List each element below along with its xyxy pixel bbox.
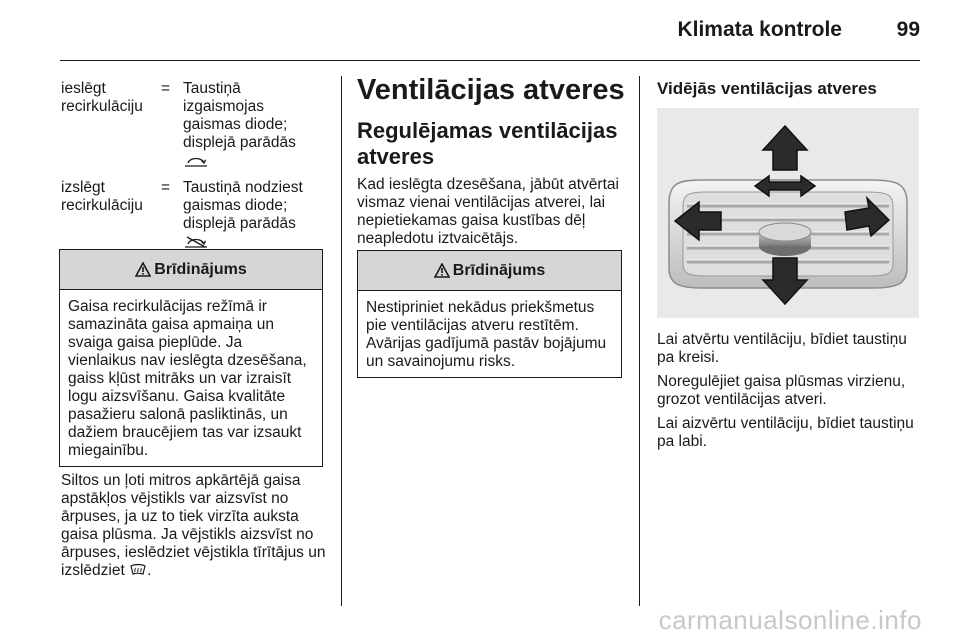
recirculation-icon [183, 155, 209, 167]
watermark: carmanualsonline.info [658, 605, 922, 635]
warning-text: Gaisa recirkulācijas režīmā ir samazināta gaisa apmaiņa un svaiga gaisa pieplūde. Ja vienlaikus nav ieslēgta dzesēšana, gaiss kļūst mitrāks un var izraisīt logu aizsvīšanu. Gaisa kvalitāte pasažieru salonā pasliktinās, un dažiem braucējiem tas var izsaukt miegainību. [68, 298, 307, 459]
warning-text: Nestipriniet nekādus priekšmetus pie ventilācijas atveru restītēm. Avārijas gadījumā pastāv bojājumu un savainojumu risks. [366, 299, 607, 370]
page-number: 99 [896, 18, 920, 41]
intro-paragraph: Kad ieslēgta dzesēšana, jābūt atvērtai vismaz vienai ventilācijas atverei, lai nepietiekamas gaisa kustības dēļ neapledotu iztvaicētājs. [357, 176, 619, 247]
definition-term: ieslēgt recirkulāciju [61, 80, 143, 115]
definition-text: Taustiņā izgaismojas gaismas diode; displejā parādās [183, 80, 296, 151]
paragraph-end: . [147, 562, 152, 579]
air-vent-diagram [657, 108, 919, 318]
definition-text: Taustiņā nodziest gaismas diode; displejā parādās [183, 179, 303, 232]
instruction-paragraph: Noregulējiet gaisa plūsmas virzienu, grozot ventilācijas atveri. [657, 373, 906, 408]
warning-header [358, 251, 621, 291]
body-paragraph [61, 472, 329, 580]
warning-box [357, 250, 622, 378]
warning-triangle-icon [135, 262, 151, 277]
warning-title: Brīdinājums [154, 260, 247, 278]
column-divider [341, 76, 342, 606]
instruction-paragraph: Lai atvērtu ventilāciju, bīdiet taustiņu pa kreisi. [657, 331, 907, 366]
recirculation-off-icon [183, 236, 209, 248]
definition-row [61, 179, 323, 248]
definition-description [183, 179, 323, 248]
paragraph-text: Siltos un ļoti mitros apkārtējā gaisa apstākļos vējstikls var aizsvīst no ārpuses, ja uz to tiek virzīta auksta gaisa plūsma. Ja vējstikls aizsvīst no ārpuses, ieslēdziet vējstikla tīrītājus un izslēdziet [61, 472, 326, 579]
definition-equals: = [161, 179, 171, 196]
instruction-paragraph: Lai aizvērtu ventilāciju, bīdiet taustiņu pa labi. [657, 415, 914, 450]
definition-term: izslēgt recirkulāciju [61, 179, 143, 214]
windscreen-defrost-icon [129, 563, 147, 577]
definition-equals: = [161, 80, 171, 97]
warning-triangle-icon [434, 263, 450, 278]
section-title: Ventilācijas atveres [357, 74, 625, 106]
subsection-title: Vidējās ventilācijas atveres [657, 79, 877, 98]
air-vent-illustration [657, 108, 919, 318]
definition-row [61, 80, 323, 167]
definition-list [61, 80, 323, 260]
column-divider [639, 76, 640, 606]
definition-description [183, 80, 323, 167]
header-divider [60, 60, 920, 61]
section-subtitle: Regulējamas ventilācijas atveres [357, 118, 618, 169]
warning-box [59, 249, 323, 467]
page-header-title: Klimata kontrole [677, 18, 842, 41]
warning-header [60, 250, 322, 290]
warning-title: Brīdinājums [452, 261, 546, 279]
center-vents-text [657, 331, 925, 457]
